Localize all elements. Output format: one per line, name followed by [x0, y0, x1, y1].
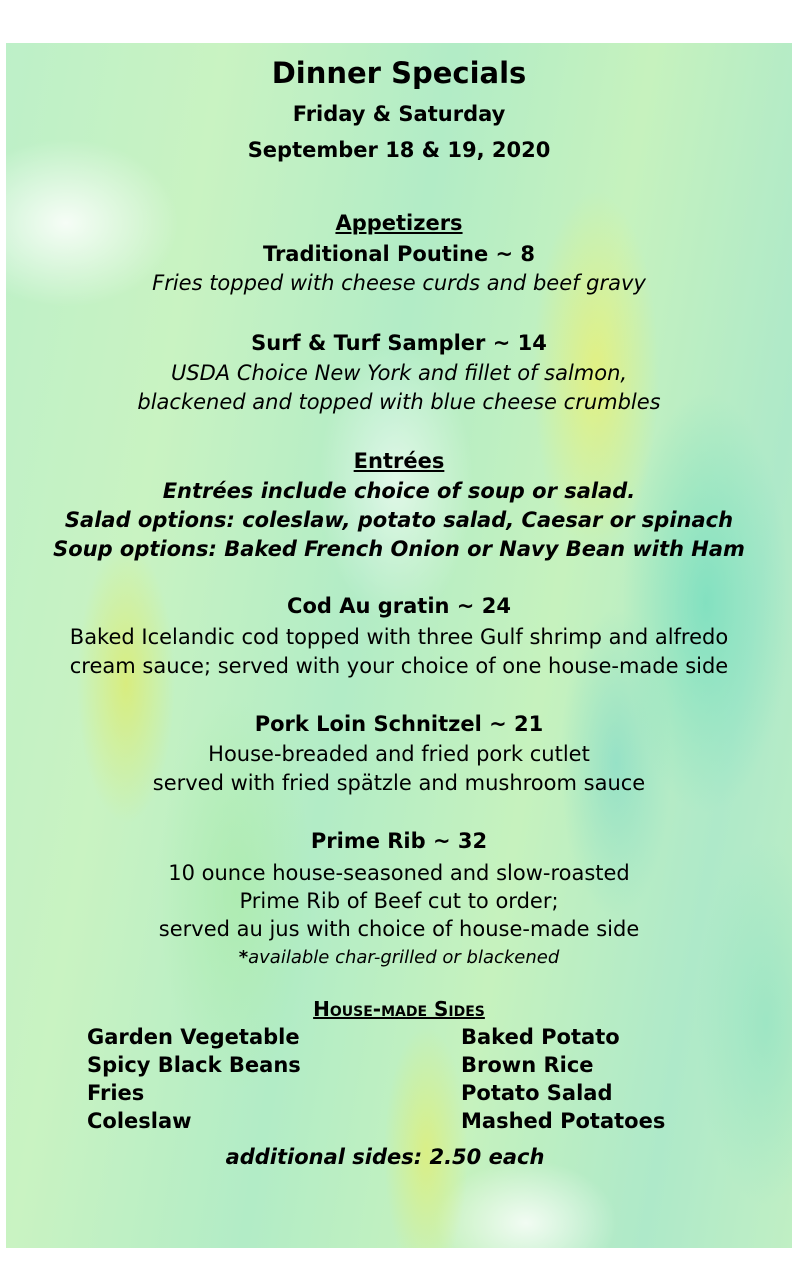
entree-desc-cod: Baked Icelandic cod topped with three Gulf shrimp and alfredo [69, 625, 729, 649]
entree-desc-schnitzel: served with fried spätzle and mushroom sauce [152, 771, 646, 795]
side-item: Spicy Black Beans [87, 1053, 301, 1077]
menu-dates: September 18 & 19, 2020 [247, 138, 551, 162]
entree-desc-prime-rib: 10 ounce house-seasoned and slow-roasted [168, 861, 630, 885]
side-item: Baked Potato [461, 1025, 620, 1049]
entree-name-prime-rib: Prime Rib ~ 32 [310, 829, 488, 853]
menu-days: Friday & Saturday [292, 102, 506, 126]
appetizer-desc-poutine: Fries topped with cheese curds and beef gravy [152, 271, 646, 295]
entree-desc-schnitzel: House-breaded and fried pork cutlet [208, 742, 590, 766]
appetizer-desc-surf-turf: USDA Choice New York and fillet of salmon, [170, 361, 628, 385]
note-asterisk: * [238, 947, 249, 968]
side-item: Brown Rice [461, 1053, 594, 1077]
appetizer-desc-surf-turf: blackened and topped with blue cheese crumbles [137, 390, 661, 414]
entrees-heading: Entrées [353, 449, 445, 473]
side-item: Fries [87, 1081, 145, 1105]
entree-note-prime-rib [6, 943, 792, 972]
entrees-soup-options: Soup options: Baked French Onion or Navy Bean with Ham [53, 537, 745, 561]
entree-name-cod: Cod Au gratin ~ 24 [287, 594, 511, 618]
note-text: available char-grilled or blackened [248, 947, 560, 968]
appetizer-name-surf-turf: Surf & Turf Sampler ~ 14 [251, 331, 547, 355]
appetizers-heading: Appetizers [335, 211, 463, 235]
sides-heading: House-made Sides [313, 997, 485, 1021]
side-item: Garden Vegetable [87, 1025, 300, 1049]
entree-desc-cod: cream sauce; served with your choice of one house-made side [69, 654, 729, 678]
appetizer-name-poutine: Traditional Poutine ~ 8 [262, 242, 536, 266]
entree-desc-prime-rib: served au jus with choice of house-made side [158, 917, 640, 941]
entree-name-schnitzel: Pork Loin Schnitzel ~ 21 [254, 712, 544, 736]
side-item: Mashed Potatoes [461, 1109, 666, 1133]
entrees-salad-options: Salad options: coleslaw, potato salad, Caesar or spinach [64, 508, 734, 532]
entrees-note: Entrées include choice of soup or salad. [162, 479, 636, 503]
entree-desc-prime-rib: Prime Rib of Beef cut to order; [239, 889, 559, 913]
side-item: Coleslaw [87, 1109, 192, 1133]
additional-sides-price: additional sides: 2.50 each [225, 1145, 545, 1169]
menu-card [6, 43, 792, 1248]
side-item: Potato Salad [461, 1081, 613, 1105]
menu-title: Dinner Specials [271, 56, 527, 90]
